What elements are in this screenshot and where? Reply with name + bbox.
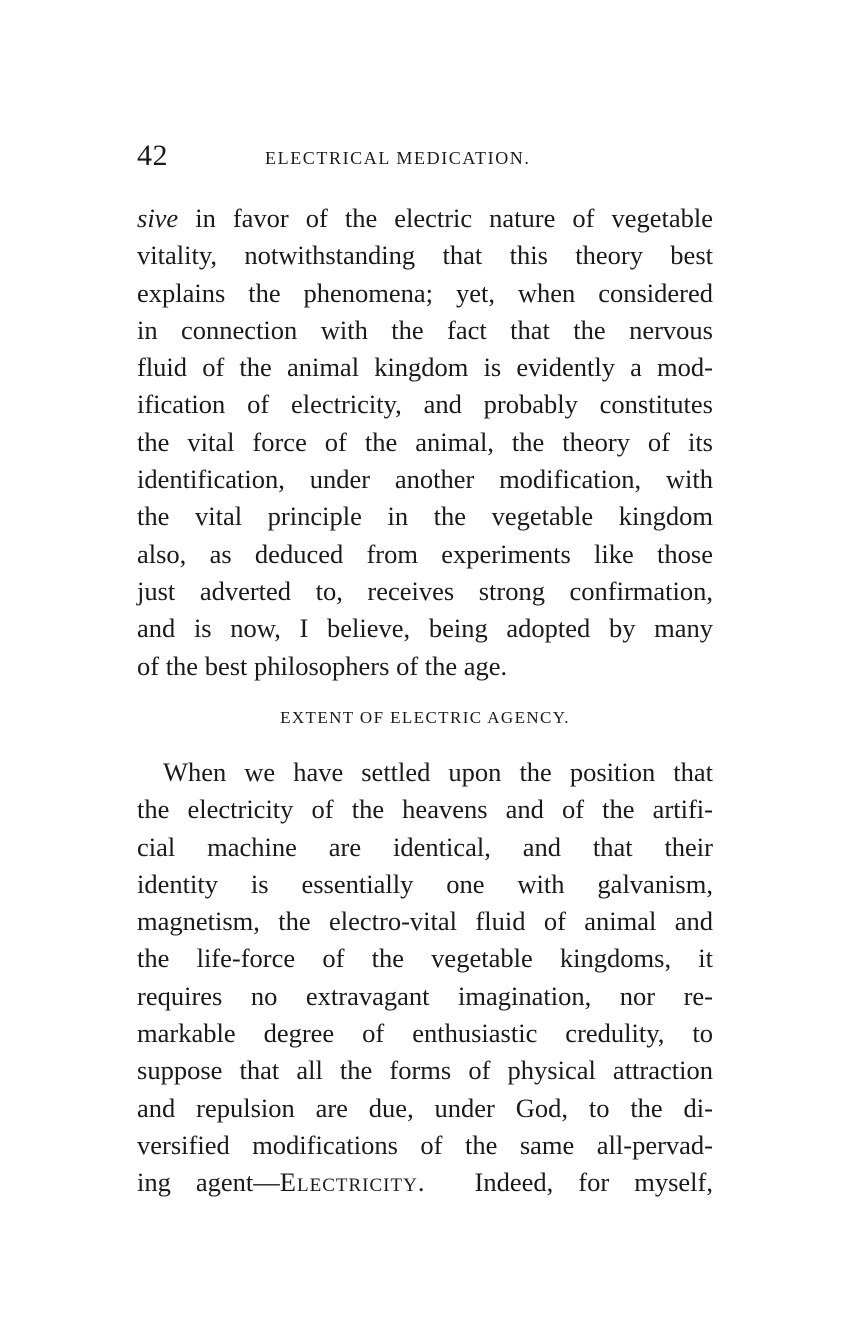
text-line: of the best philosophers of the age. <box>137 650 508 681</box>
page-number: 42 <box>137 139 168 172</box>
text-line: the vital force of the animal, the theory of its <box>137 426 713 457</box>
text-line: suppose that all the forms of physical attraction <box>137 1055 713 1086</box>
text-line: ification of electricity, and probably constitutes <box>137 389 713 420</box>
text-line: explains the phenomena; yet, when considered <box>137 277 713 308</box>
paragraph-2 <box>137 754 713 1202</box>
text-line: ing agent—Electricity. Indeed, for myself, <box>137 1167 713 1198</box>
text-line: When we have settled upon the position that <box>163 757 713 787</box>
text-line: sive in favor of the electric nature of vegetable <box>137 203 713 233</box>
small-caps-word: Electricity <box>279 1167 418 1198</box>
text-line: also, as deduced from experiments like those <box>137 538 713 569</box>
running-title: ELECTRICAL MEDICATION. <box>265 148 531 168</box>
running-head <box>137 138 717 178</box>
text-line: vitality, notwithstanding that this theory best <box>137 240 713 271</box>
text-line: the electricity of the heavens and of the artifi- <box>137 794 713 825</box>
text-line: just adverted to, receives strong confirmation, <box>137 575 713 606</box>
text-line: and repulsion are due, under God, to the di- <box>137 1092 713 1123</box>
section-heading: EXTENT OF ELECTRIC AGENCY. <box>280 708 570 727</box>
text-line: the vital principle in the vegetable kingdom <box>137 501 713 532</box>
text-line: fluid of the animal kingdom is evidently a mod- <box>137 352 713 383</box>
paragraph-1 <box>137 200 713 685</box>
text-line: requires no extravagant imagination, nor re- <box>137 980 713 1011</box>
text-line: versified modifications of the same all-pervad- <box>137 1129 713 1160</box>
italic-word: sive <box>137 203 179 233</box>
text-line: identification, under another modification, with <box>137 464 713 495</box>
text-line: markable degree of enthusiastic credulity, to <box>137 1018 713 1049</box>
text-line: magnetism, the electro-vital fluid of animal and <box>137 906 713 937</box>
text-line: and is now, I believe, being adopted by many <box>137 613 713 644</box>
text-line: in connection with the fact that the nervous <box>137 314 713 345</box>
text-line: cial machine are identical, and that their <box>137 831 713 862</box>
text-line: identity is essentially one with galvanism, <box>137 868 713 899</box>
text-line: the life-force of the vegetable kingdoms, it <box>137 943 713 974</box>
